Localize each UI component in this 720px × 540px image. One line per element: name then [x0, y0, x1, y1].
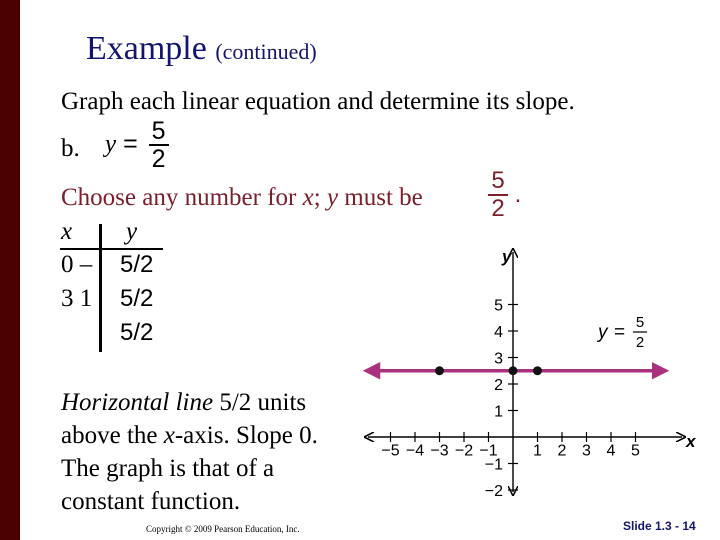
instruction-text: Graph each linear equation and determine its slope. [61, 88, 575, 115]
y-tick-label: 2 [494, 377, 503, 394]
x-tick-label: 2 [557, 442, 567, 460]
x-tick-label: 1 [533, 442, 542, 460]
y-tick-label: −2 [484, 483, 503, 500]
choose-text-c: must be [338, 184, 423, 211]
y-axis-label: y [502, 247, 512, 266]
y-tick-label: 5 [494, 297, 503, 315]
y-tick-label: 1 [494, 403, 503, 421]
choose-numerator: 5 [491, 167, 505, 194]
x-tick-label: −3 [430, 442, 449, 460]
explanation-text-2: -axis. Slope 0. The graph is that of a constant function. [61, 422, 318, 515]
graph-point [435, 366, 444, 375]
y-tick-label: 3 [494, 350, 503, 368]
x-tick-label: −4 [405, 442, 425, 460]
choose-denominator: 2 [491, 195, 505, 222]
line-label-denominator: 2 [635, 334, 645, 351]
x-tick-label: −1 [479, 442, 498, 460]
coordinate-graph [350, 240, 720, 500]
part-label: b. [61, 135, 80, 162]
choose-fraction [484, 168, 521, 222]
x-tick-label: −5 [381, 442, 400, 460]
table-x-value: 0 – [61, 251, 93, 278]
y-tick-label: 4 [494, 324, 503, 341]
explanation-var-x: x [163, 422, 175, 449]
equation-denominator: 2 [151, 145, 166, 173]
line-label-equals: = [614, 322, 626, 343]
choose-period: . [514, 181, 522, 208]
slide-sidebar-bar [0, 0, 20, 540]
table-y-value: 5/2 [120, 251, 154, 278]
table-x-value: 3 1 [61, 285, 93, 312]
explanation-italic: Horizontal line [61, 389, 214, 416]
table-header-x: x [61, 218, 73, 245]
line-label-numerator: 5 [635, 314, 645, 331]
title-sub: (continued) [215, 39, 317, 64]
x-tick-label: −2 [454, 442, 474, 460]
slide-title [86, 30, 317, 68]
table-header-rule [60, 248, 163, 250]
title-main: Example [86, 30, 207, 67]
x-tick-label: 5 [631, 442, 640, 460]
table-column-rule [99, 224, 102, 352]
line-label-lhs: y [598, 322, 608, 343]
equation-numerator: 5 [151, 117, 166, 145]
x-axis-label: x [686, 432, 696, 451]
table-header-y: y [126, 218, 138, 245]
table-y-value: 5/2 [120, 285, 154, 312]
y-tick-label: −1 [484, 456, 503, 474]
choose-fraction-stack [488, 168, 508, 222]
choose-text-b: ; [313, 184, 327, 211]
equation-fraction [149, 118, 169, 172]
slide-number: Slide 1.3 - 14 [623, 519, 696, 533]
table-y-value: 5/2 [120, 319, 154, 346]
x-tick-label: 4 [606, 442, 616, 460]
x-tick-label: 3 [582, 442, 591, 460]
equation-equals: = [123, 129, 138, 158]
choose-text [61, 184, 423, 212]
choose-var-x: x [302, 184, 314, 211]
graph-point [509, 366, 518, 375]
equation-lhs: y [105, 130, 117, 158]
explanation-text-1: 5/2 units above the [61, 389, 307, 449]
copyright-notice: Copyright © 2009 Pearson Education, Inc. [146, 524, 300, 534]
graph-point [533, 366, 542, 375]
choose-text-a: Choose any number for [61, 184, 303, 211]
equation [105, 118, 169, 172]
choose-var-y: y [326, 184, 339, 211]
explanation-text [61, 386, 361, 518]
